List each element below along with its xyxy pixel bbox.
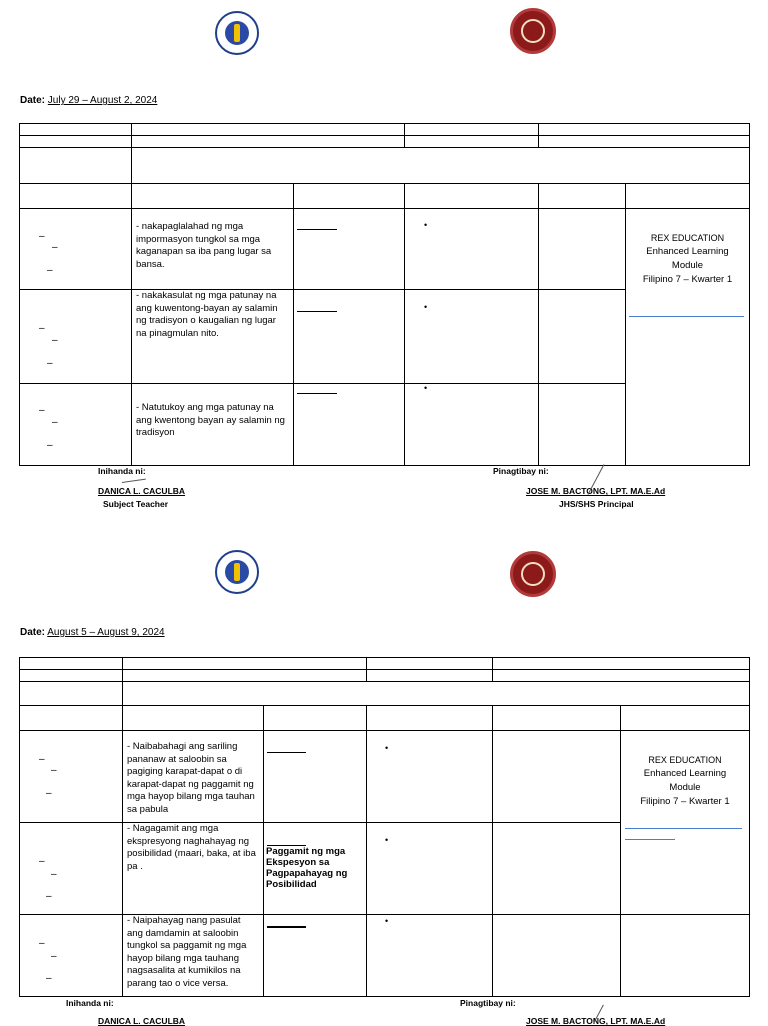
blank-line [297,229,337,230]
dash-marker: – [52,335,58,346]
prepared-label: Inihanda ni: [98,466,146,476]
dash-marker: – [39,231,45,242]
dash-marker: – [52,242,58,253]
dash-marker: – [47,358,53,369]
prepared-name: DANICA L. CACULBA [98,486,186,496]
objective-cell: - Nagagamit ang mga ekspresyong naghahayag ng posibilidad (maari, baka, at iba pa . [123,823,264,915]
approved-name: JOSE M. BACTONG, LPT. MA.E.Ad [526,486,666,496]
topic-text: Paggamit ng mga Ekspesyon sa Pagpapahayag ng Posibilidad [266,846,348,890]
table-row [20,731,123,823]
dash-marker: – [39,405,45,416]
table-row [20,384,132,466]
prepared-title: Subject Teacher [103,499,169,509]
dash-marker: – [46,788,52,799]
link-line [625,839,675,840]
date-line-2: Date: August 5 – August 9, 2024 [20,627,165,638]
bullet-marker: • [424,302,428,312]
bullet-marker: • [385,835,389,845]
school-seal-icon [510,8,556,54]
dash-marker: – [39,856,45,867]
objective-cell: - nakakasulat ng mga patunay na ang kuwentong-bayan ay salamin ng tradisyon o kaugalian ng lugar na pinagmulan nito. [132,290,294,384]
dash-marker: – [46,973,52,984]
approved-label: Pinagtibay ni: [460,998,516,1008]
table-row [20,290,132,384]
deped-seal-icon [215,550,259,594]
approved-name: JOSE M. BACTONG, LPT. MA.E.Ad [526,1016,666,1026]
date-line-1: Date: July 29 – August 2, 2024 [20,95,158,106]
objective-cell: - Naipahayag nang pasulat ang damdamin at saloobin tungkol sa paggamit ng mga hayop bilang mga tauhang nagsasalita at kumikilos na parang tao o vice versa. [123,915,264,997]
signature-mark [122,479,146,483]
link-line [625,828,742,829]
objective-cell: - nakapaglalahad ng mga impormasyon tungkol sa mga kaganapan sa iba pang lugar sa bansa. [132,209,294,290]
dash-marker: – [47,265,53,276]
objective-cell: - Naibabahagi ang sariling pananaw at saloobin sa pagiging karapat-dapat o di karapat-dapat ng paggamit ng mga hayop bilang mga tauhan sa pabula [123,731,264,823]
table-row [20,823,123,915]
school-seal-icon [510,551,556,597]
approved-label: Pinagtibay ni: [493,466,549,476]
bullet-marker: • [385,743,389,753]
dash-marker: – [46,891,52,902]
approved-title: JHS/SHS Principal [559,499,634,509]
reference-cell: REX EDUCATION Enhanced Learning Module Filipino 7 – Kwarter 1 [626,209,750,466]
bullet-marker: • [424,383,428,393]
dash-marker: – [39,938,45,949]
blank-line [267,926,306,928]
dash-marker: – [52,417,58,428]
dash-marker: – [39,323,45,334]
dash-marker: – [51,951,57,962]
reference-cell: REX EDUCATION Enhanced Learning Module Filipino 7 – Kwarter 1 [621,731,750,915]
dash-marker: – [51,765,57,776]
deped-seal-icon [215,11,259,55]
prepared-name: DANICA L. CACULBA [98,1016,186,1026]
table-row [20,209,132,290]
lesson-table-2 [19,657,750,997]
dash-marker: – [47,440,53,451]
bullet-marker: • [385,916,389,926]
link-line [629,316,744,317]
bullet-marker: • [424,220,428,230]
dash-marker: – [51,869,57,880]
prepared-label: Inihanda ni: [66,998,114,1008]
blank-line [297,393,337,394]
table-row [20,915,123,997]
lesson-table-1 [19,123,750,466]
dash-marker: – [39,754,45,765]
objective-cell: - Natutukoy ang mga patunay na ang kwentong bayan ay salamin ng tradisyon [132,384,294,466]
blank-line [267,752,306,753]
blank-line [297,311,337,312]
